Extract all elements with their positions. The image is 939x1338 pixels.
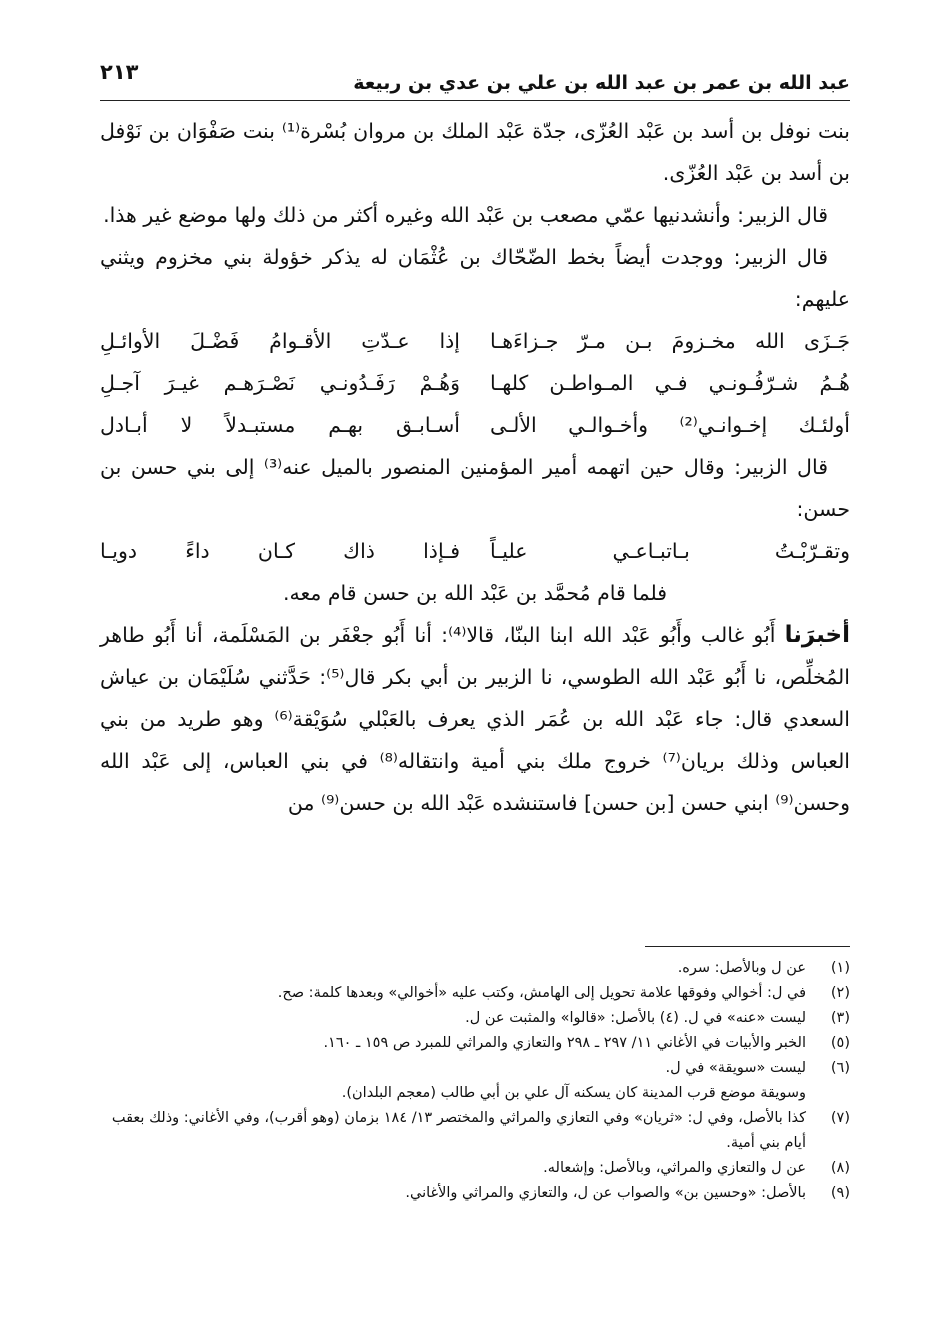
footnote-continuation [100, 1081, 850, 1106]
verse-second-hemistich: وَهُـمْ رَفَـدُونـي نَصْـرَهـم غيـرَ آجـلِ [100, 371, 460, 395]
paragraph-4: قال الزبير: وقال حين اتهمه أمير المؤمنين المنصور بالميل عنه⁽³⁾ إلى بني حسن بن حسن: [100, 455, 850, 521]
footnotes [100, 956, 850, 1206]
footnote-text: ليست «عنه» في ل. (٤) بالأصل: «قالوا» والمثبت عن ل. [465, 1010, 806, 1026]
footnote-number: (٩) [830, 1185, 850, 1201]
footnote-text: وسويقة موضع قرب المدينة كان يسكنه آل علي بن أبي طالب (معجم البلدان). [341, 1085, 806, 1101]
isnad-lead-word: أخبرَنا [784, 622, 850, 648]
footnote-number: (٦) [830, 1060, 850, 1076]
main-text [100, 110, 850, 824]
footnote-number: (٢) [830, 985, 850, 1001]
footnote-number: (١) [830, 960, 850, 976]
footnote [100, 1156, 850, 1181]
footnote [100, 1056, 850, 1081]
footnote-number: (٧) [830, 1110, 850, 1126]
footnote-number: (٣) [830, 1010, 850, 1026]
verse-first-hemistich: أولئـك إخـوانـي⁽²⁾ وأخـوالـي الألـى [490, 413, 850, 437]
verse-second-hemistich: فـإذا ذاك كـان داءً دويـا [100, 539, 460, 563]
verse-line [100, 404, 850, 446]
footnote-text: ليست «سويقة» في ل. [665, 1060, 806, 1076]
footnote [100, 1181, 850, 1206]
paragraph-5: فلما قام مُحمَّد بن عَبْد الله بن حسن قام معه. [282, 581, 668, 605]
footnote-text: عن ل وبالأصل: سره. [677, 960, 806, 976]
verse-first-hemistich: وتقـرّبْـتُ بـاتبـاعـي عليـاً [490, 539, 850, 563]
footnote [100, 1006, 850, 1031]
footnote-text: عن ل والتعازي والمراثي، وبالأصل: وإشعاله. [543, 1160, 806, 1176]
footnote-text: بالأصل: «وحسين بن» والصواب عن ل، والتعازي والمراثي والأغاني. [405, 1185, 806, 1201]
footnote [100, 1106, 850, 1156]
footnote-text: في ل: أخوالي وفوقها علامة تحويل إلى الهامش، وكتب عليه «أخوالي» وبعدها كلمة: صح. [277, 985, 806, 1001]
book-page [100, 38, 850, 1318]
footnote-separator [645, 946, 850, 947]
poem-2-verse [100, 530, 850, 572]
verse-line [100, 362, 850, 404]
verse-first-hemistich: جَـزَى الله مخـزومَ بـن مـرّ جـزاءَهـا [490, 329, 850, 353]
footnote-text: الخبر والأبيات في الأغاني ١١/ ٢٩٧ ـ ٢٩٨ والتعازي والمراثي للمبرد ص ١٥٩ ـ ١٦٠. [323, 1035, 806, 1051]
footnote [100, 1031, 850, 1056]
footnote [100, 981, 850, 1006]
footnote-number: (٥) [830, 1035, 850, 1051]
verse-first-hemistich: هُـمُ شـرّفُـونـي فـي المـواطـن كلهـا [490, 371, 850, 395]
footnote [100, 956, 850, 981]
verse-second-hemistich: إذا عـدّتِ الأقـوامُ فَضْـلَ الأوائـلِ [100, 329, 460, 353]
footnote-text: كذا بالأصل، وفي ل: «ثريان» وفي التعازي والمراثي والمختصر ١٣/ ١٨٤ بزمان (وهو أقرب)، وفي الأغاني: وذلك بعقب أيام بني أمية. [111, 1110, 806, 1151]
running-head: عبد الله بن عمر بن عبد الله بن علي بن عدي بن ربيعة [353, 72, 850, 94]
verse-second-hemistich: أسـابـق بهـم مستبـدلاً لا أبـادل [100, 413, 460, 437]
poem-1 [100, 320, 850, 446]
paragraph-6 [100, 614, 850, 824]
verse-line [100, 320, 850, 362]
page-number: ٢١٣ [100, 60, 139, 84]
paragraph-6-text: أَبُو غالب وأَبُو عَبْد الله ابنا البنّا، قالا⁽⁴⁾: أنا أَبُو جعْفَر بن المَسْلَمة، أنا أَبُو طاهر المُخلِّص، نا أَبُو عَبْد الله الطوسي، نا الزبير بن أبي بكر قال⁽⁵⁾: حَدَّثني سُلَيْمَان بن عياش السعدي قال: جاء عَبْد الله بن عُمَر الذي يعرف بالعَبْلي سُوَيْقة⁽⁶⁾ وهو طريد من بني العباس وذلك بريان⁽⁷⁾ خروج ملك بني أمية وانتقاله⁽⁸⁾ في بني العباس، إلى عَبْد الله وحسن⁽⁹⁾ ابني حسن [بن حسن] فاستنشده عَبْد الله بن حسن⁽⁹⁾ من [100, 623, 851, 815]
paragraph-1: بنت نوفل بن أسد بن عَبْد العُزّى، جدّة عَبْد الملك بن مروان بُسْرة⁽¹⁾ بنت صَفْوَان بن نَوْفل بن أسد بن عَبْد العُزّى. [100, 119, 850, 185]
paragraph-2: قال الزبير: وأنشدنيها عمّي مصعب بن عَبْد الله وغيره أكثر من ذلك ولها موضع غير هذا. [103, 203, 828, 227]
page-header [100, 38, 850, 101]
paragraph-3: قال الزبير: ووجدت أيضاً بخط الضّحّاك بن عُثْمَان له يذكر خؤولة بني مخزوم ويثني عليهم: [100, 245, 850, 311]
footnote-number: (٨) [830, 1160, 850, 1176]
